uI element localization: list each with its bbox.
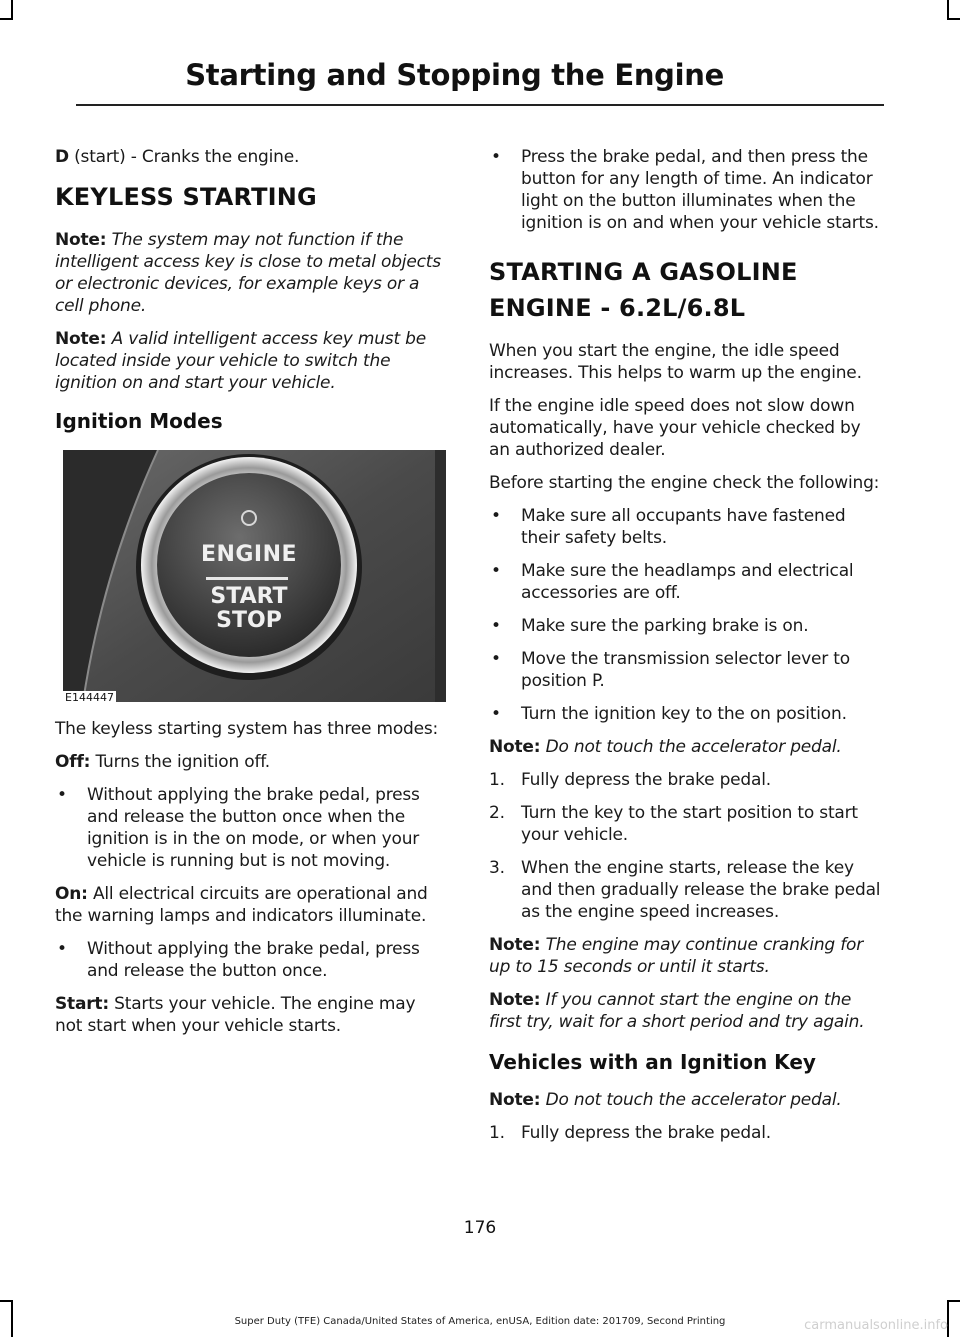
keyless-starting-heading: KEYLESS STARTING xyxy=(55,183,317,211)
figure-code: E144447 xyxy=(65,691,114,704)
header-divider xyxy=(76,104,884,106)
crop-mark xyxy=(0,1300,13,1302)
start-stop-button-illustration xyxy=(63,450,446,702)
button-label-stop: STOP xyxy=(216,608,282,633)
start-mode: Start: Starts your vehicle. The engine may not start when your vehicle starts. xyxy=(55,994,416,1036)
ignition-modes-heading: Ignition Modes xyxy=(55,409,223,433)
page-number: 176 xyxy=(463,1218,497,1238)
paragraph: Before starting the engine check the following: xyxy=(489,473,880,493)
right-column xyxy=(489,146,881,1155)
note-paragraph: Note: The system may not function if the intelligent access key is close to metal objects or electronic devices, for example keys or a cell phone. xyxy=(55,230,441,316)
crop-mark xyxy=(11,0,13,20)
numbered-step: 3. When the engine starts, release the key and then gradually release the brake pedal as the engine speed increases. xyxy=(489,858,881,922)
page-title: Starting and Stopping the Engine xyxy=(185,58,724,92)
note-paragraph: Note: A valid intelligent access key must be located inside your vehicle to switch the ignition on and start your vehicle. xyxy=(55,329,426,393)
paragraph: When you start the engine, the idle speed increases. This helps to warm up the engine. xyxy=(489,341,862,383)
watermark: carmanualsonline.info xyxy=(804,1318,948,1333)
numbered-step: 1. Fully depress the brake pedal. xyxy=(489,1123,771,1143)
intro-paragraph: D (start) - Cranks the engine. xyxy=(55,147,300,167)
list-item: • Make sure the headlamps and electrical accessories are off. xyxy=(491,561,854,603)
numbered-step: 2. Turn the key to the start position to start your vehicle. xyxy=(489,803,858,845)
note-paragraph: Note: If you cannot start the engine on the first try, wait for a short period and try again. xyxy=(489,990,865,1032)
button-label-engine: ENGINE xyxy=(200,542,298,567)
on-mode: On: All electrical circuits are operational and the warning lamps and indicators illuminate. xyxy=(55,884,428,926)
off-mode: Off: Turns the ignition off. xyxy=(55,752,270,772)
list-item: • Move the transmission selector lever to position P. xyxy=(491,649,850,691)
button-label-start: START xyxy=(210,584,288,609)
note-paragraph: Note: Do not touch the accelerator pedal. xyxy=(489,737,842,757)
left-column xyxy=(55,146,447,1048)
crop-mark xyxy=(0,18,13,20)
crop-mark xyxy=(947,1300,960,1302)
crop-mark xyxy=(947,18,960,20)
note-paragraph: Note: The engine may continue cranking for up to 15 seconds or until it starts. xyxy=(489,935,863,977)
footer-edition: Super Duty (TFE) Canada/United States of America, enUSA, Edition date: 201709, Second Printing xyxy=(234,1316,726,1327)
list-item: • Without applying the brake pedal, press and release the button once when the ignition is in the on mode, or when your vehicle is running but is not moving. xyxy=(57,785,420,871)
ignition-key-heading: Vehicles with an Ignition Key xyxy=(489,1050,816,1074)
paragraph: If the engine idle speed does not slow down automatically, have your vehicle checked by an authorized dealer. xyxy=(489,396,861,460)
engine-start-button-figure xyxy=(63,450,446,702)
list-item: • Without applying the brake pedal, press and release the button once. xyxy=(57,939,420,981)
numbered-step: 1. Fully depress the brake pedal. xyxy=(489,770,771,790)
list-item: • Make sure the parking brake is on. xyxy=(491,616,809,636)
list-item: • Press the brake pedal, and then press the button for any length of time. An indicator light on the button illuminates when the ignition is on and when your vehicle starts. xyxy=(491,147,879,233)
modes-intro: The keyless starting system has three modes: xyxy=(55,719,439,739)
gasoline-engine-heading: STARTING A GASOLINE ENGINE - 6.2L/6.8L xyxy=(489,258,798,322)
list-item: • Turn the ignition key to the on position. xyxy=(491,704,847,724)
crop-mark xyxy=(947,0,949,20)
list-item: • Make sure all occupants have fastened their safety belts. xyxy=(491,506,846,548)
note-paragraph: Note: Do not touch the accelerator pedal. xyxy=(489,1090,842,1110)
